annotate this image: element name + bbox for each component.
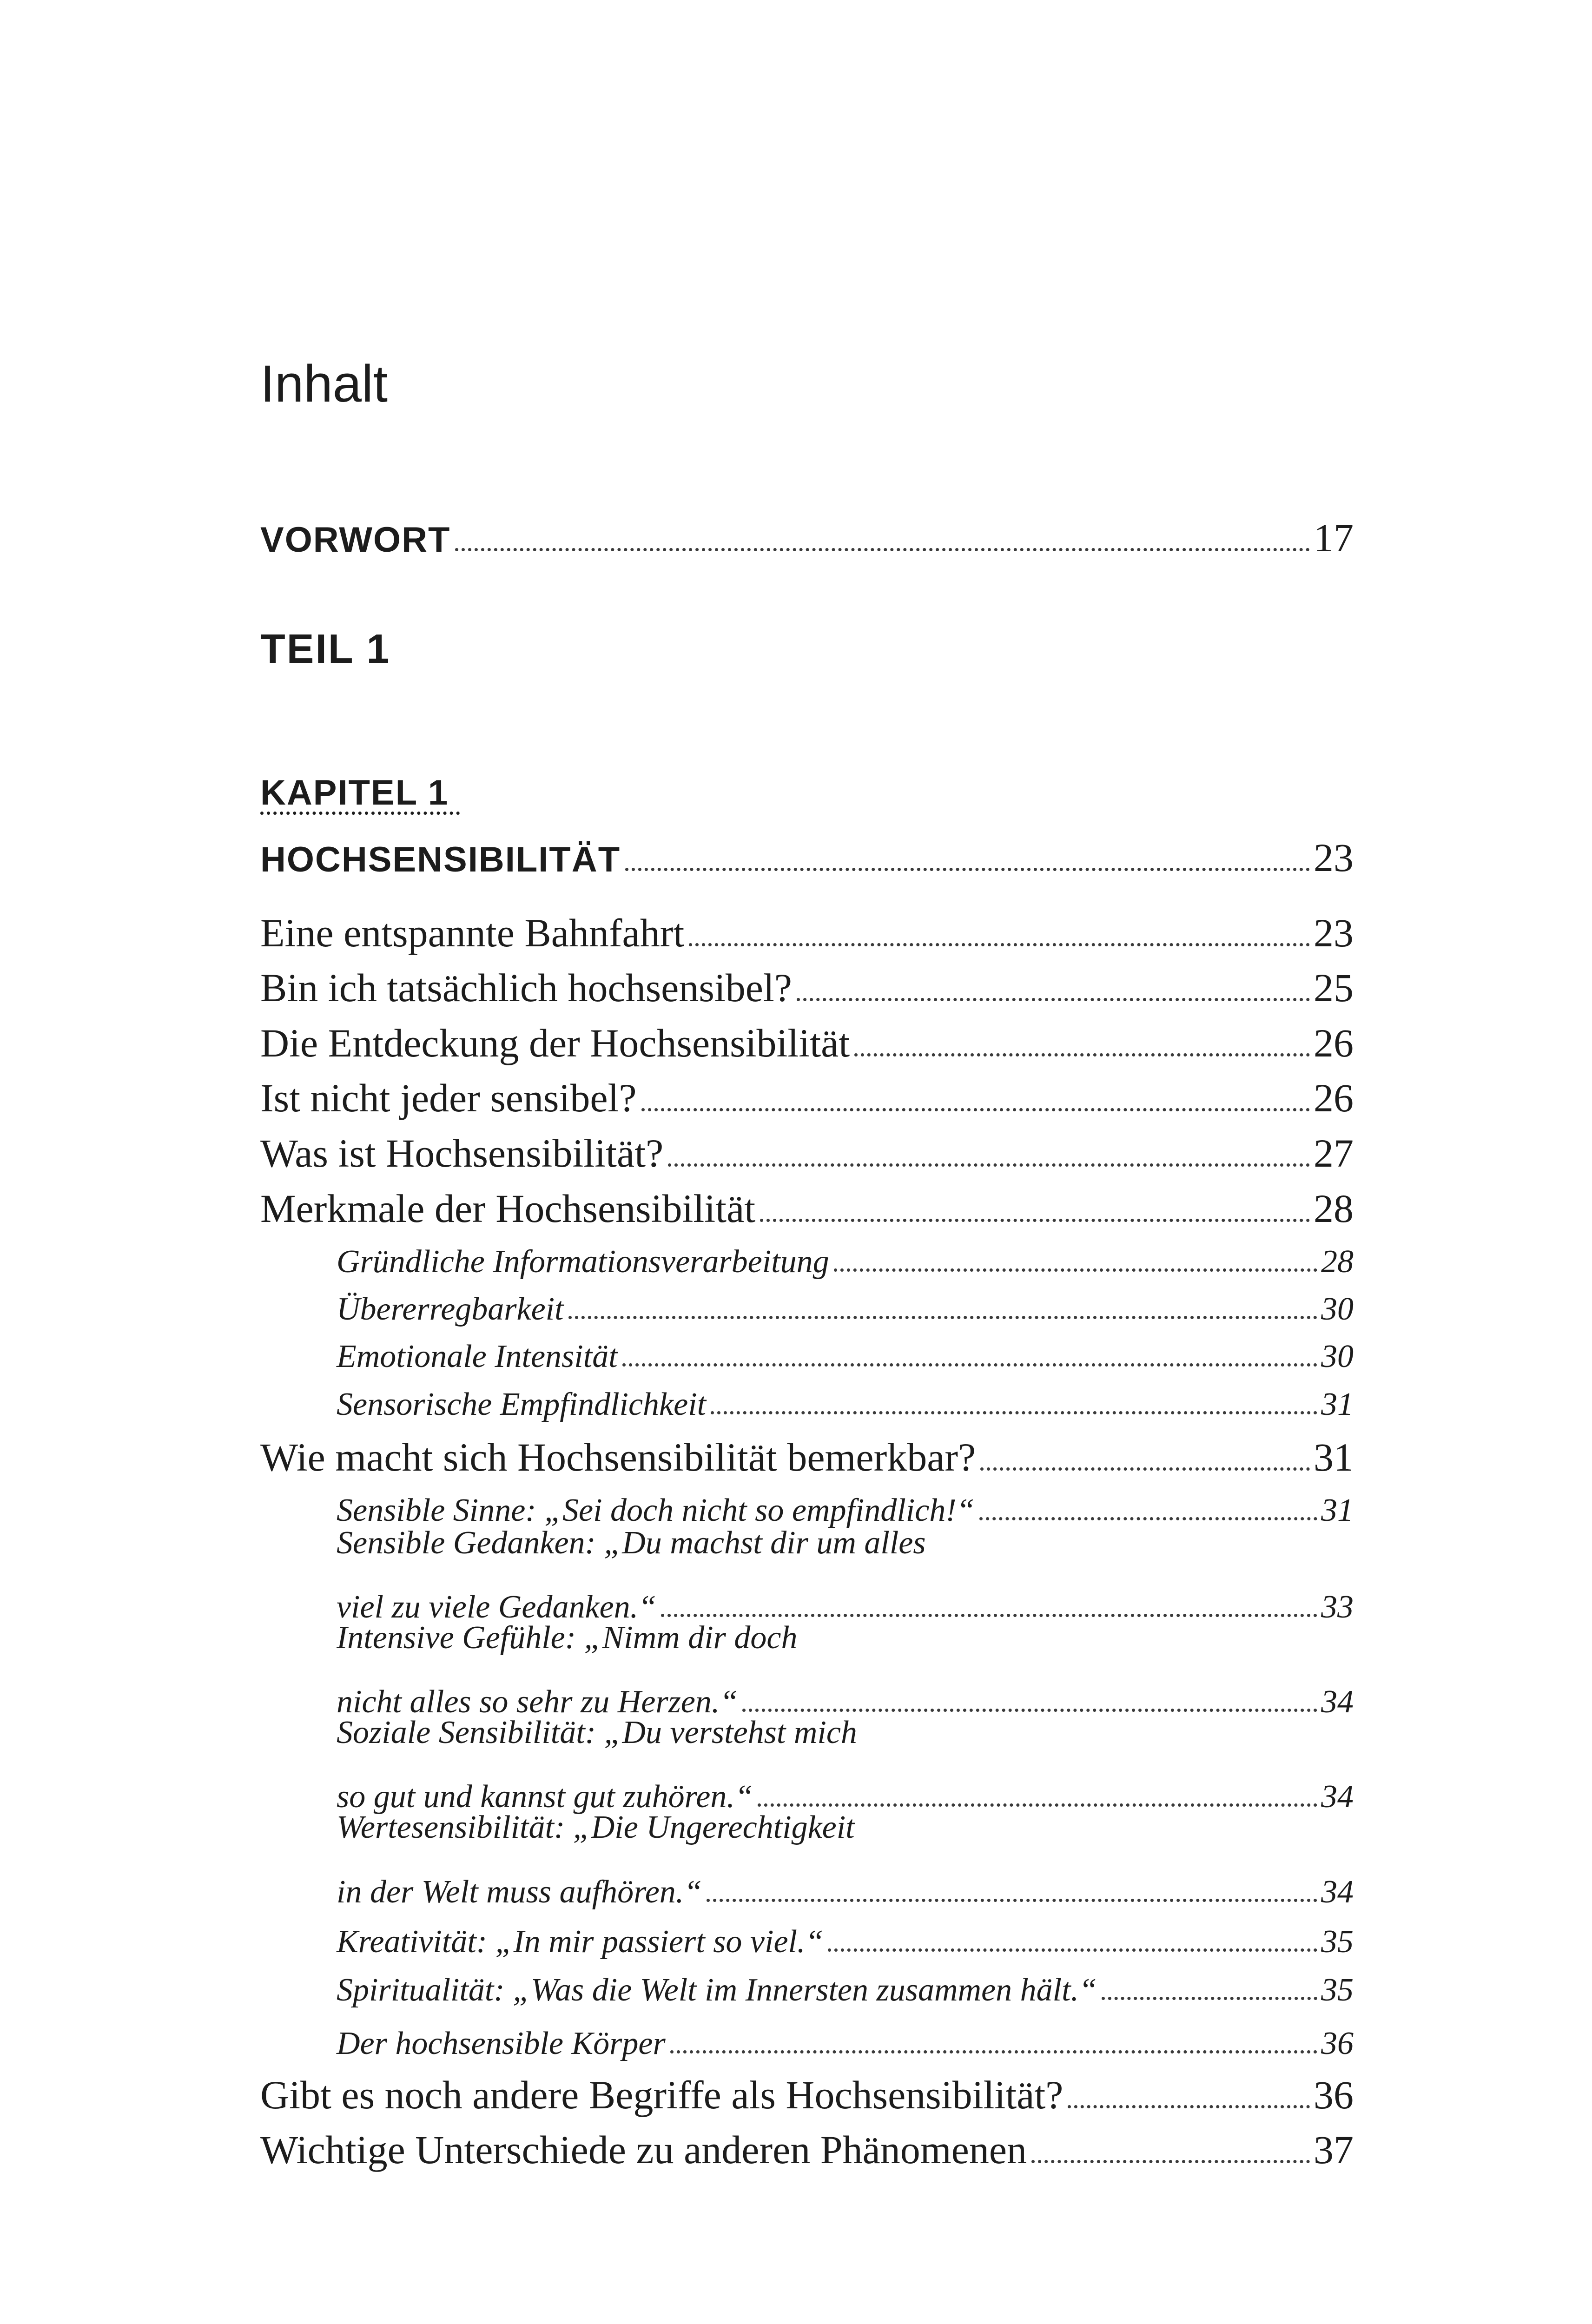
toc-entry-section[interactable] [260,902,1354,953]
toc-entry-subsection[interactable] [337,1322,1354,1373]
dot-leader [625,868,1310,871]
toc-entry-subsection[interactable] [337,1907,1354,1958]
toc-entry-page: 37 [1314,2127,1354,2172]
toc-entry-subsection[interactable] [337,1227,1354,1278]
toc-entry-subsection[interactable] [337,1955,1354,2007]
dot-leader [1031,2160,1310,2163]
dot-leader [1102,1997,1317,2000]
toc-entry-label: Ist nicht jeder sensibel? [260,1076,637,1120]
toc-entry-label-line1: Intensive Gefühle: „Nimm dir doch [337,1620,798,1656]
dot-leader [689,943,1310,946]
dot-leader [834,1268,1317,1272]
dot-leader [758,1803,1317,1807]
toc-entry-label: Spiritualität: „Was die Welt im Innersten zusammen hält.“ [337,1972,1097,2008]
dot-leader [742,1709,1317,1712]
dot-leader [622,1363,1317,1367]
toc-entry-label: viel zu viele Gedanken.“ [337,1589,657,1625]
toc-entry-section[interactable] [260,2119,1354,2170]
toc-entry-label: Kreativität: „In mir passiert so viel.“ [337,1924,824,1960]
toc-entry-section[interactable] [260,1067,1354,1118]
toc-entry-label: Gibt es noch andere Begriffe als Hochsensibilität? [260,2073,1064,2117]
toc-entry-page: 26 [1314,1076,1354,1120]
toc-entry-subsection[interactable] [337,1476,1354,1527]
toc-entry-page: 26 [1314,1021,1354,1065]
toc-entry-subsection[interactable] [337,1370,1354,1421]
toc-entry-page: 17 [1314,515,1354,560]
toc-entry-page: 28 [1314,1186,1354,1231]
toc-entry-page: 31 [1321,1386,1354,1422]
toc-entry-label: in der Welt muss aufhören.“ [337,1874,702,1910]
toc-entry-page: 35 [1321,1924,1354,1960]
toc-entry-page: 31 [1321,1492,1354,1528]
toc-entry-page: 30 [1321,1291,1354,1327]
toc-entry-label: nicht alles so sehr zu Herzen.“ [337,1684,738,1720]
dot-leader [661,1614,1317,1617]
toc-entry-label: Bin ich tatsächlich hochsensibel? [260,965,792,1010]
toc-entry-section[interactable] [260,1012,1354,1063]
toc-heading: Inhalt [260,355,388,413]
dot-leader [641,1108,1310,1111]
toc-entry-page: 23 [1314,835,1354,880]
toc-entry-page: 31 [1314,1435,1354,1479]
toc-entry-page: 33 [1321,1589,1354,1625]
dot-leader [668,1163,1310,1167]
toc-entry-subsection[interactable] [337,2009,1354,2060]
toc-entry-label-line1: Sensible Gedanken: „Du machst dir um alles [337,1525,926,1561]
toc-entry-section[interactable] [260,1426,1354,1477]
toc-entry-label: Übererregbarkeit [337,1291,564,1327]
toc-entry-label: Merkmale der Hochsensibilität [260,1186,756,1231]
toc-entry-page: 27 [1314,1131,1354,1175]
toc-entry-vorwort[interactable] [260,507,1354,558]
toc-entry-label: Der hochsensible Körper [337,2026,666,2061]
toc-entry-page: 23 [1314,911,1354,955]
toc-entry-label: Sensorische Empfindlichkeit [337,1386,707,1422]
toc-entry-page: 34 [1321,1779,1354,1815]
toc-entry-chapter-title[interactable] [260,826,1354,878]
toc-entry-section[interactable] [260,1122,1354,1173]
toc-entry-label: Emotionale Intensität [337,1339,618,1374]
dot-leader [980,1467,1310,1471]
toc-entry-page: 34 [1321,1684,1354,1720]
toc-entry-section[interactable] [260,957,1354,1008]
toc-entry-page: 34 [1321,1874,1354,1910]
toc-entry-label: so gut und kannst gut zuhören.“ [337,1779,753,1815]
toc-entry-page: 30 [1321,1339,1354,1374]
toc-entry-label: Sensible Sinne: „Sei doch nicht so empfindlich!“ [337,1492,975,1528]
dot-leader [711,1411,1317,1414]
toc-entry-page: 25 [1314,965,1354,1010]
toc-entry-label: HOCHSENSIBILITÄT [260,840,621,879]
dot-leader [979,1517,1317,1520]
dot-leader [854,1053,1310,1056]
toc-entry-subsection[interactable] [337,1857,1354,1908]
toc-entry-subsection[interactable] [337,1274,1354,1326]
dot-leader [707,1899,1317,1902]
toc-entry-label: Wie macht sich Hochsensibilität bemerkbar? [260,1435,976,1479]
dot-leader [455,548,1310,551]
toc-entry-subsection[interactable] [337,1762,1354,1813]
toc-entry-label: Was ist Hochsensibilität? [260,1131,664,1175]
toc-entry-label: Wichtige Unterschiede zu anderen Phänomenen [260,2127,1027,2172]
toc-entry-page: 28 [1321,1244,1354,1280]
dot-leader [828,1948,1317,1952]
toc-entry-section[interactable] [260,1177,1354,1231]
toc-entry-label: Die Entdeckung der Hochsensibilität [260,1021,850,1065]
toc-entry-label: Eine entspannte Bahnfahrt [260,911,685,955]
toc-entry-page: 36 [1321,2026,1354,2061]
toc-entry-label: VORWORT [260,520,451,560]
toc-entry-page: 35 [1321,1972,1354,2008]
toc-entry-page: 36 [1314,2073,1354,2117]
chapter-number: KAPITEL 1 [260,775,460,815]
dot-leader [1068,2105,1310,2108]
dot-leader [797,998,1310,1001]
toc-entry-subsection[interactable] [337,1667,1354,1718]
toc-entry-label: Gründliche Informationsverarbeitung [337,1244,829,1280]
toc-entry-subsection[interactable] [337,1572,1354,1624]
toc-entry-section[interactable] [260,2064,1354,2115]
toc-entry-label-line1: Wertesensibilität: „Die Ungerechtigkeit [337,1809,855,1845]
dot-leader [670,2050,1317,2053]
part-heading: TEIL 1 [260,626,391,672]
dot-leader [760,1219,1310,1222]
dot-leader [568,1316,1317,1319]
toc-entry-label-line1: Soziale Sensibilität: „Du verstehst mich [337,1715,857,1750]
